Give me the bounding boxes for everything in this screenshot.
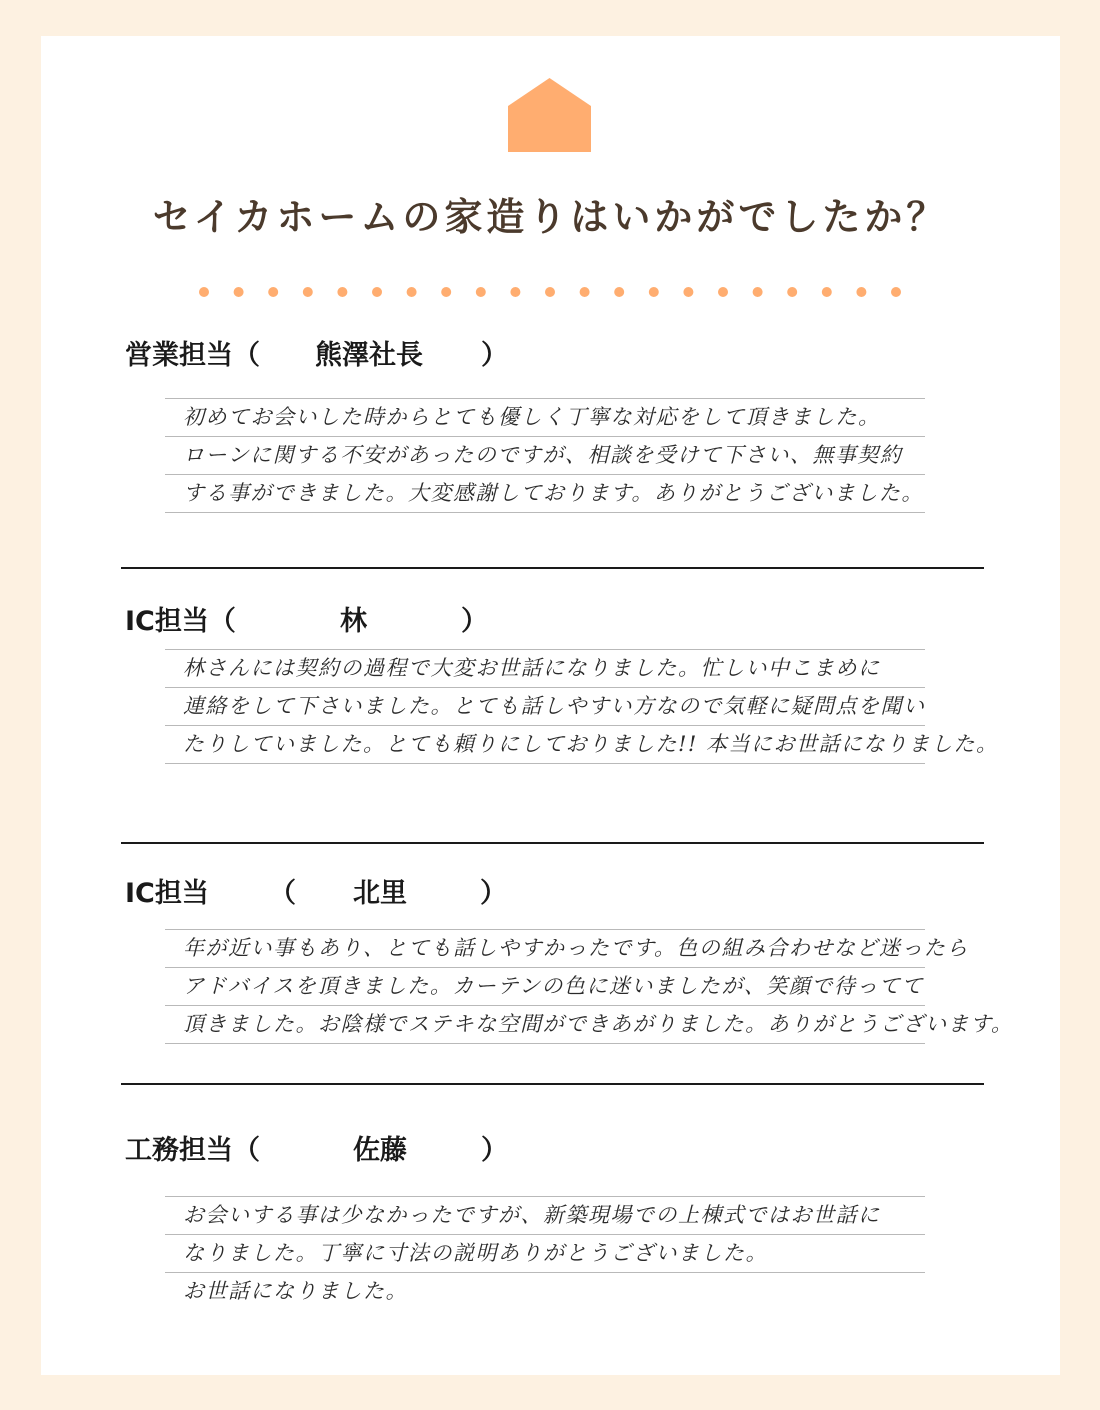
paren-close: ） [481, 1135, 508, 1166]
note-line: お会いする事は少なかったですが、新築現場での上棟式ではお世話に [165, 1196, 925, 1235]
note-line: 年が近い事もあり、とても話しやすかったです。色の組み合わせなど迷ったら [165, 929, 925, 968]
section-divider [121, 1083, 984, 1085]
section-divider [121, 842, 984, 844]
section-divider [121, 567, 984, 569]
handwritten-note [165, 398, 925, 513]
paren-close: ） [461, 606, 488, 637]
paren-open: （ [269, 878, 296, 909]
house-icon [508, 78, 591, 152]
note-line: 林さんには契約の過程で大変お世話になりました。忙しい中こまめに [165, 649, 925, 688]
handwritten-note [165, 649, 999, 764]
note-line: なりました。丁寧に寸法の説明ありがとうございました。 [165, 1235, 925, 1273]
role-label: 営業担当（ [125, 340, 260, 371]
note-line: する事ができました。大変感謝しております。ありがとうございました。 [165, 475, 925, 513]
note-line: ローンに関する不安があったのですが、相談を受けて下さい、無事契約 [165, 437, 925, 475]
person-name: 佐藤 [353, 1135, 407, 1166]
note-line: 頂きました。お陰様でステキな空間ができあがりました。ありがとうございます。 [165, 1006, 925, 1044]
note-line: アドバイスを頂きました。カーテンの色に迷いましたが、笑顔で待ってて [165, 968, 925, 1006]
person-name: 北里 [353, 878, 407, 909]
role-label: IC担当 [125, 878, 209, 909]
dotted-divider [198, 286, 908, 298]
section-heading [125, 871, 507, 910]
section-heading [125, 1128, 508, 1167]
role-label: IC担当（ [125, 606, 236, 637]
note-line: お世話になりました。 [183, 1279, 408, 1303]
note-line: たりしていました。とても頼りにしておりました!! 本当にお世話になりました。 [165, 726, 925, 764]
page-title: セイカホームの家造りはいかがでしたか？ [152, 195, 949, 239]
section-heading [125, 599, 488, 638]
note-line: 連絡をして下さいました。とても話しやすい方なので気軽に疑問点を聞い [165, 688, 925, 726]
paren-close: ） [480, 878, 507, 909]
note-line: 初めてお会いした時からとても優しく丁寧な対応をして頂きました。 [165, 398, 925, 437]
testimonial-card [41, 36, 1060, 1375]
paren-close: ） [481, 340, 508, 371]
person-name: 林 [340, 606, 367, 637]
handwritten-note [165, 1196, 925, 1310]
handwritten-note [165, 929, 1014, 1044]
role-label: 工務担当（ [125, 1135, 260, 1166]
person-name: 熊澤社長 [315, 340, 423, 371]
section-heading [125, 333, 508, 372]
